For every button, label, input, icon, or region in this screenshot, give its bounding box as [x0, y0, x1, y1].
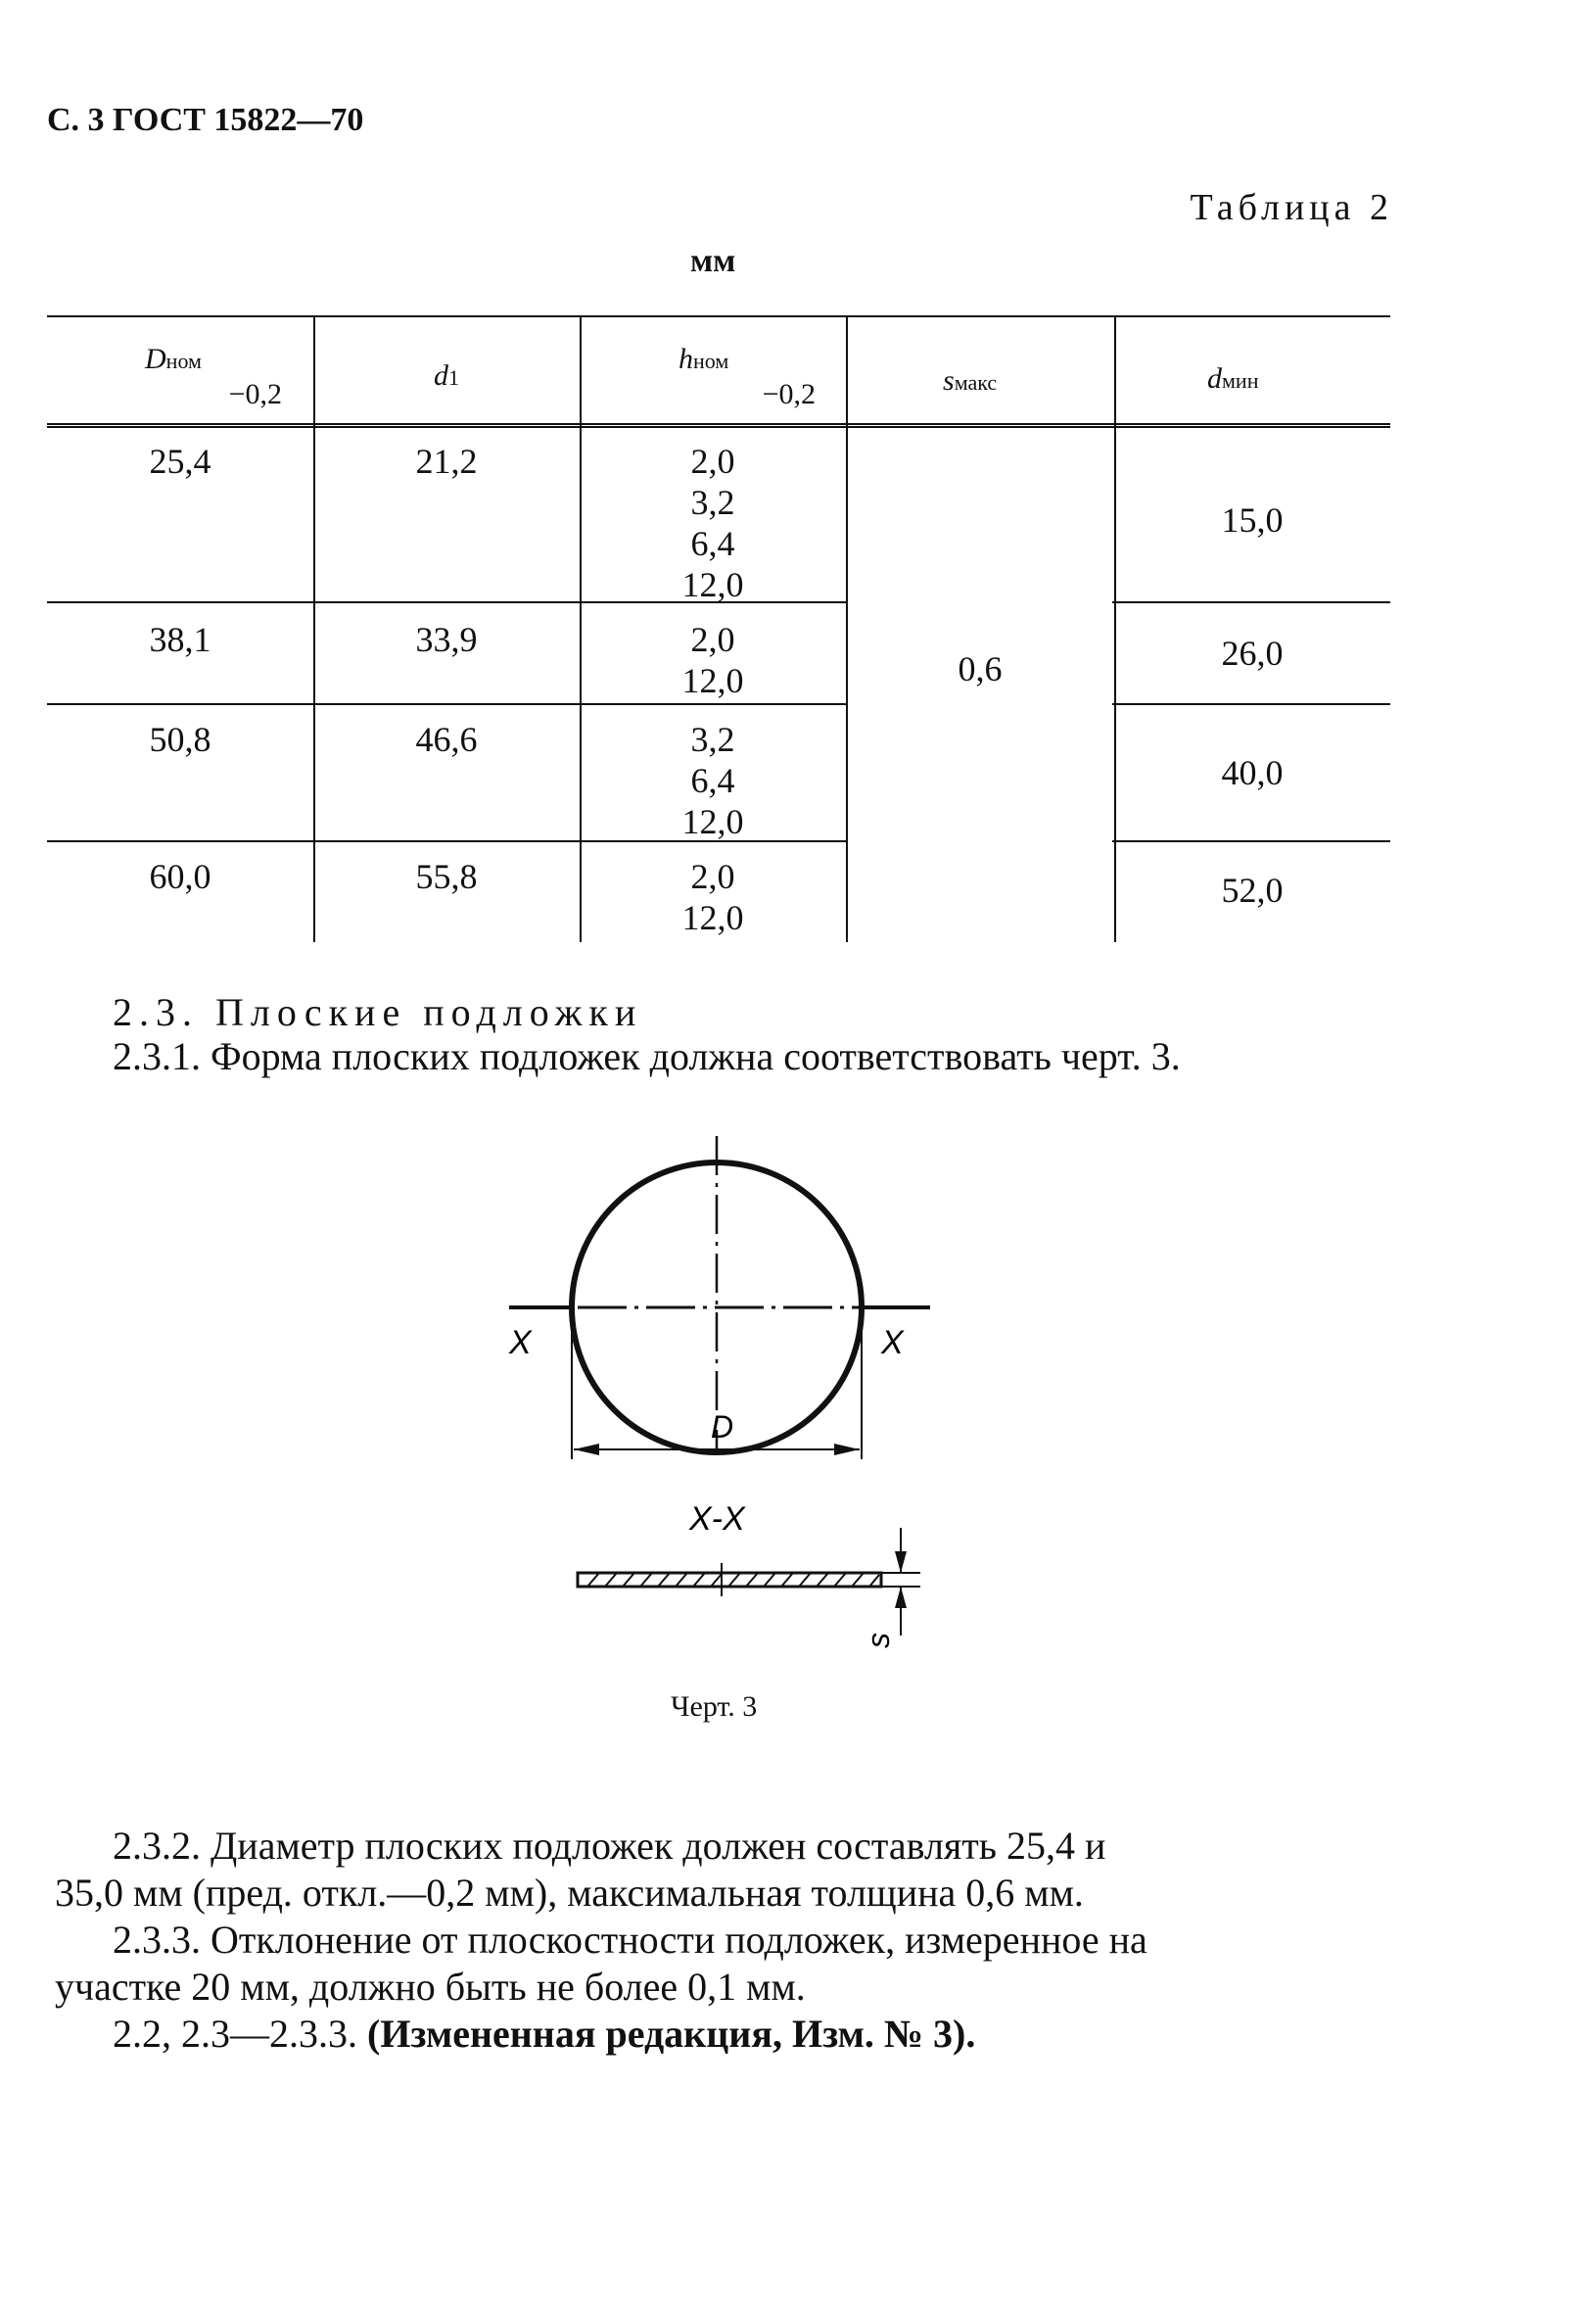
- paragraph-2-3-2-line2: 35,0 мм (пред. откл.—0,2 мм), максимальная толщина 0,6 мм.: [55, 1871, 1084, 1915]
- cell-D: 25,4: [149, 442, 211, 481]
- cell-d1: 46,6: [415, 720, 478, 759]
- paragraph-2-3-1: 2.3.1. Форма плоских подложек должна соответствовать черт. 3.: [113, 1034, 1181, 1078]
- label-section-xx: X-X: [689, 1500, 745, 1538]
- col-header-d1: d1: [434, 359, 459, 392]
- table-units: мм: [690, 243, 736, 279]
- cell-smax-merged: 0,6: [958, 649, 1003, 688]
- arrow-right: [834, 1444, 860, 1455]
- merged-cell-mask: [848, 595, 1112, 846]
- paragraph-2-3-3-line2: участке 20 мм, должно быть не более 0,1 мм.: [55, 1965, 806, 2009]
- figure-drawing: [490, 1136, 959, 1665]
- cell-h: 2,0 12,0: [681, 620, 744, 700]
- row-divider: [47, 703, 1390, 705]
- col-header-D: Dном −0,2: [145, 343, 282, 410]
- thickness-arrow-top: [895, 1551, 907, 1573]
- paragraph-2-3-2-line1: 2.3.2. Диаметр плоских подложек должен составлять 25,4 и: [113, 1824, 1106, 1868]
- cell-d1: 55,8: [415, 857, 478, 896]
- cell-D: 50,8: [149, 720, 211, 759]
- arrow-left: [574, 1444, 599, 1455]
- col-divider: [1114, 315, 1116, 942]
- col-header-h: hном −0,2: [679, 343, 816, 410]
- cell-d1: 33,9: [415, 620, 478, 659]
- cell-D: 38,1: [149, 620, 211, 659]
- col-divider: [846, 315, 848, 942]
- amendment-prefix: 2.2, 2.3—2.3.3.: [113, 2012, 357, 2056]
- cell-dmin: 40,0: [1221, 753, 1284, 792]
- cell-D: 60,0: [149, 857, 211, 896]
- label-s: s: [861, 1633, 896, 1648]
- figure-caption: Черт. 3: [671, 1690, 758, 1723]
- label-x-left: X: [509, 1324, 532, 1361]
- header-bottom-rule: [47, 423, 1390, 428]
- table-top-rule: [47, 315, 1390, 317]
- col-header-smax: sмакс: [943, 364, 998, 397]
- label-d: D: [711, 1409, 734, 1445]
- table-caption: Таблица 2: [1190, 187, 1393, 228]
- page-header: С. 3 ГОСТ 15822—70: [47, 102, 364, 138]
- thickness-arrow-bottom: [895, 1587, 907, 1608]
- cell-d1: 21,2: [415, 442, 478, 481]
- cell-dmin: 52,0: [1221, 871, 1284, 910]
- data-table: [47, 315, 1390, 942]
- amendment-note: [113, 2012, 975, 2057]
- cell-h: 2,0 3,2 6,4 12,0: [681, 442, 744, 604]
- col-header-dmin: dмин: [1207, 362, 1259, 395]
- label-x-right: X: [881, 1324, 904, 1361]
- amendment-bold: (Измененная редакция, Изм. № 3).: [367, 2012, 976, 2056]
- cell-h: 3,2 6,4 12,0: [681, 720, 744, 841]
- cell-h: 2,0 12,0: [681, 857, 744, 937]
- paragraph-2-3-3-line1: 2.3.3. Отклонение от плоскостности подложек, измеренное на: [113, 1918, 1147, 1962]
- cell-dmin: 15,0: [1221, 500, 1284, 540]
- cell-dmin: 26,0: [1221, 634, 1284, 673]
- section-title: 2.3. Плоские подложки: [113, 990, 643, 1034]
